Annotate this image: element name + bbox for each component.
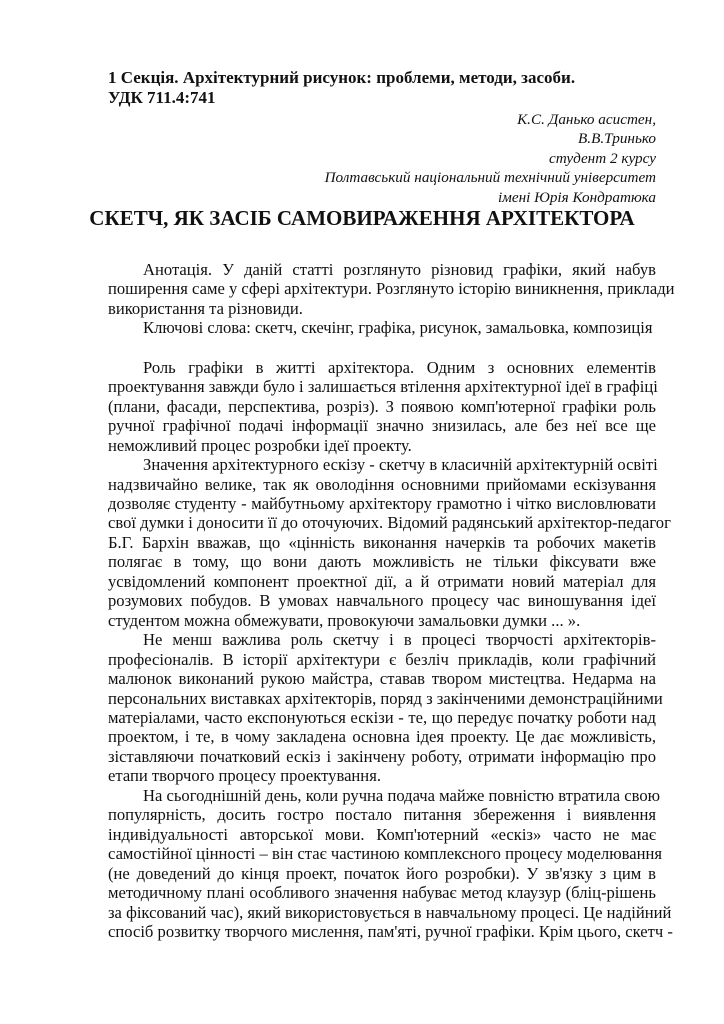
text-line: Значення архітектурного ескізу - скетчу в класичній архітектурній освіті: [143, 455, 658, 475]
text-line: матеріалами, часто експонуються ескізи - те, що передує початку роботи над: [108, 707, 656, 727]
text-line: індивідуальності авторської мови. Комп'ютерний «ескіз» часто не має: [108, 824, 656, 844]
text-line: малюнок виконаний рукою майстра, ставав твором мистецтва. Недарма на: [108, 669, 656, 689]
text-line: персональних виставках архітекторів, поряд з закінченими демонстраційними: [108, 688, 663, 708]
paragraph: [108, 318, 656, 337]
text-line: використання та різновиди.: [108, 298, 303, 318]
section-heading: 1 Секція. Архітектурний рисунок: проблеми, методи, засоби.: [108, 68, 576, 87]
text-line: студентом можна обмежувати, провокуючи замальовки думки ... ».: [108, 610, 581, 630]
text-line: методичному плані особливого значення набуває метод клаузур (бліц-рішень: [108, 883, 656, 903]
text-line: Не менш важлива роль скетчу і в процесі творчості архітекторів-: [143, 630, 656, 650]
text-line: (не доведений до кінця проект, початок його розробки). У зв'язку з цим в: [108, 863, 656, 883]
text-line: надзвичайно велике, так як оволодіння основними прийомами ескізування: [108, 474, 656, 494]
text-line: ручної графічної подачі інформації значно знизилась, але без неї все ще: [108, 416, 656, 436]
text-line: проектом, і те, в чому закладена основна ідея проекту. Це дає можливість,: [108, 727, 656, 747]
text-line: усвідомлений компонент проектної дії, а й отримати новий матеріал для: [108, 571, 656, 591]
author-line: Полтавський національний технічний університет: [324, 169, 656, 187]
paragraph: [108, 630, 663, 786]
text-line: самостійної цінності – він стає частиною комплексного процесу моделювання: [108, 844, 662, 864]
text-line: за фіксований час), який використовується в навчальному процесі. Це надійний: [108, 902, 672, 922]
text-line: професіоналів. В історії архітектури є безліч прикладів, коли графічний: [108, 649, 656, 669]
text-line: проектування завжди було і залишається втілення архітектурної ідеї в графіці: [108, 377, 658, 397]
text-line: полягає в тому, що вони дають можливість не тільки фіксувати вже: [108, 552, 656, 572]
text-line: зіставляючи початковий ескіз і закінчену роботу, отримати інформацію про: [108, 746, 656, 766]
text-line: На сьогоднішній день, коли ручна подача майже повністю втратила свою: [143, 785, 661, 805]
author-line: В.В.Тринько: [578, 130, 656, 148]
article-body: [108, 260, 675, 941]
text-line: Роль графіки в житті архітектора. Одним з основних елементів: [143, 357, 656, 377]
text-line: неможливий процес розробки ідеї проекту.: [108, 435, 412, 455]
text-line: дозволяє студенту - майбутньому архітектору грамотно і чітко висловлювати: [108, 493, 656, 513]
paragraph: [108, 260, 675, 318]
text-line: спосіб розвитку творчого мислення, пам'яті, ручної графіки. Крім цього, скетч -: [108, 921, 673, 941]
text-line: популярність, досить гостро постало питання збереження і виявлення: [108, 805, 656, 825]
author-line: імені Юрія Кондратюка: [497, 188, 656, 206]
text-line: свої думки і доносити її до оточуючих. Відомий радянський архітектор-педагог: [108, 513, 671, 533]
author-block: [325, 110, 656, 207]
text-line: (плани, фасади, перспектива, розріз). З появою комп'ютерної графіки роль: [108, 396, 656, 416]
author-line: студент 2 курсу: [549, 149, 656, 167]
text-line: етапи творчого процесу проектування.: [108, 766, 381, 786]
author-line: К.С. Данько асистен,: [517, 111, 656, 128]
text-line: розумових побудов. В умовах навчального процесу час виношування ідеї: [108, 591, 656, 611]
article-title: СКЕТЧ, ЯК ЗАСІБ САМОВИРАЖЕННЯ АРХІТЕКТОРА: [89, 206, 635, 230]
paragraph: [108, 455, 671, 630]
text-line: Анотація. У даній статті розглянуто різновид графіки, який набув: [143, 260, 656, 279]
text-line: поширення саме у сфері архітектури. Розглянуто історію виникнення, приклади: [108, 279, 675, 299]
text-line: Ключові слова: скетч, скечінг, графіка, рисунок, замальовка, композиція: [143, 318, 653, 338]
paragraph: [108, 785, 673, 942]
text-line: Б.Г. Бархін вважав, що «цінність виконання начерків та робочих макетів: [108, 532, 656, 552]
udc-code: УДК 711.4:741: [108, 88, 216, 107]
paragraph: [108, 358, 656, 455]
